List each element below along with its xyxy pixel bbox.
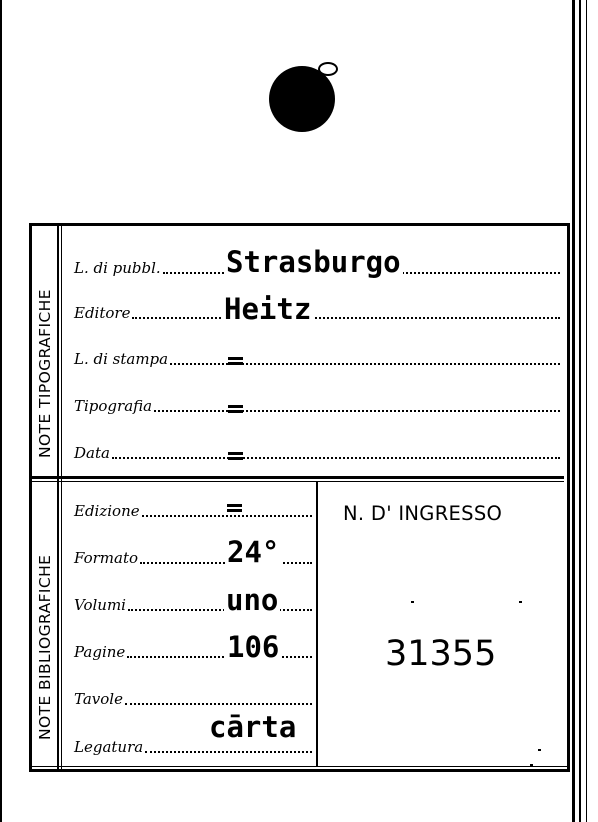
field-row-edizione xyxy=(74,497,312,521)
field-label: Pagine xyxy=(74,643,126,661)
ditto-mark xyxy=(227,504,242,512)
card-left-edge xyxy=(0,0,2,822)
card-right-edge xyxy=(572,0,575,822)
dotted-leader xyxy=(128,609,312,611)
ditto-mark xyxy=(228,405,243,413)
ink-speck xyxy=(411,601,414,603)
field-value-pagine: 106 xyxy=(227,630,280,664)
field-value-volumi: uno xyxy=(226,583,279,617)
field-row-tavole xyxy=(74,685,312,709)
side-label-tipografiche: NOTE TIPOGRAFICHE xyxy=(36,289,54,458)
field-label: Tavole xyxy=(74,690,123,708)
dotted-leader xyxy=(112,457,560,459)
side-column-divider xyxy=(57,226,59,769)
field-label: L. di stampa xyxy=(74,350,169,368)
dotted-leader xyxy=(154,410,560,412)
field-value-luogo-pubblicazione: Strasburgo xyxy=(226,245,401,279)
field-value-legatura: cārta xyxy=(209,710,297,744)
field-value-formato: 24° xyxy=(227,535,280,569)
ditto-mark xyxy=(228,357,243,365)
field-label: Data xyxy=(74,444,110,462)
dotted-leader xyxy=(132,317,560,319)
card-right-edge-shadow xyxy=(586,0,587,822)
ink-speck xyxy=(538,749,541,751)
ingresso-divider xyxy=(316,482,318,766)
dotted-leader xyxy=(142,515,312,517)
punch-hole-nick xyxy=(318,62,338,76)
card-right-edge-inner xyxy=(579,0,581,822)
dotted-leader xyxy=(127,656,312,658)
field-label: Tipografia xyxy=(74,397,153,415)
side-label-bibliografiche: NOTE BIBLIOGRAFICHE xyxy=(36,554,54,740)
punch-hole xyxy=(269,66,335,132)
field-label: L. di pubbl. xyxy=(74,259,161,277)
section-divider-thin xyxy=(32,481,564,482)
ditto-mark xyxy=(228,452,243,460)
side-column-divider-inner xyxy=(61,226,62,769)
form-bottom-rule xyxy=(32,766,567,767)
field-label: Formato xyxy=(74,549,139,567)
field-row-tipografia xyxy=(74,392,560,416)
ink-speck xyxy=(530,764,533,766)
field-label: Editore xyxy=(74,304,131,322)
field-value-editore: Heitz xyxy=(224,292,312,326)
field-label: Edizione xyxy=(74,502,140,520)
ink-speck xyxy=(519,601,522,603)
section-divider xyxy=(32,476,564,479)
ingresso-number: 31355 xyxy=(385,634,497,674)
dotted-leader xyxy=(125,703,312,705)
field-row-data xyxy=(74,439,560,463)
field-row-editore xyxy=(74,299,560,323)
field-label: Legatura xyxy=(74,738,144,756)
ingresso-title: N. D' INGRESSO xyxy=(343,502,503,525)
field-row-luogo-stampa xyxy=(74,345,560,369)
dotted-leader xyxy=(145,751,312,753)
field-label: Volumi xyxy=(74,596,126,614)
